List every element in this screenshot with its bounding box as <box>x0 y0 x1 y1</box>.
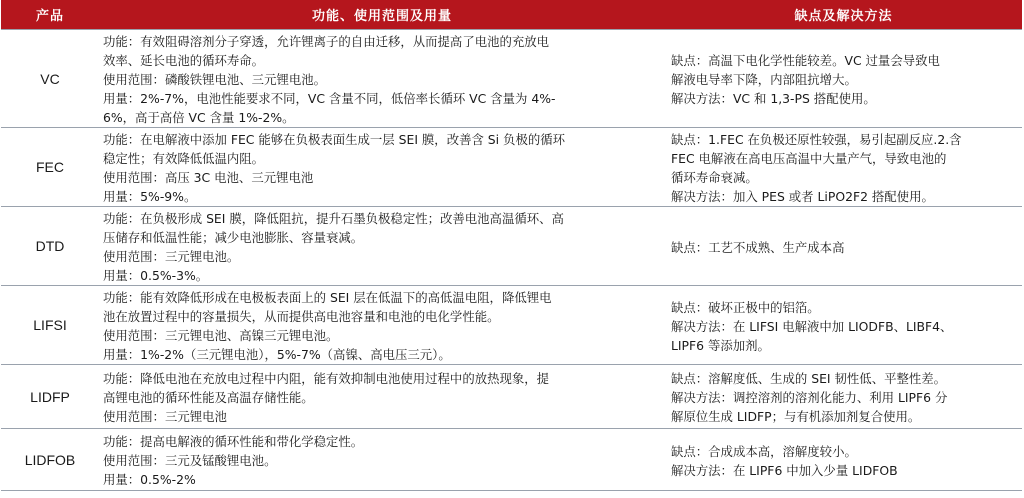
function-line: 用量：5%-9%。 <box>103 189 197 204</box>
issues-cell <box>665 207 1022 286</box>
function-cell <box>99 365 665 429</box>
function-cell <box>99 207 665 286</box>
function-line: 使用范围：磷酸铁锂电池、三元锂电池。 <box>103 72 327 87</box>
function-line: 使用范围：三元锂电池 <box>103 409 227 424</box>
issues-line: 缺点：1.FEC 在负极还原性较强，易引起副反应.2.含 <box>671 132 962 147</box>
function-line: 使用范围：高压 3C 电池、三元锂电池 <box>103 170 314 185</box>
issues-line: LIPF6 等添加剂。 <box>671 337 770 353</box>
header-issues: 缺点及解决方法 <box>665 0 1022 30</box>
function-line: 功能：能有效降低形成在电极板表面上的 SEI 层在低温下的高低温电阻，降低锂电 <box>103 290 552 305</box>
product-name: LIDFP <box>1 365 99 429</box>
header-product: 产品 <box>1 0 99 30</box>
function-line: 池在放置过程中的容量损失，从而提供高电池容量和电池的电化学性能。 <box>103 309 500 324</box>
issues-line: 循环寿命衰减。 <box>671 170 758 185</box>
issues-line: 缺点：高温下电化学性能较差。VC 过量会导致电 <box>671 53 940 68</box>
table-row <box>1 30 1022 128</box>
issues-line: 缺点：工艺不成熟、生产成本高 <box>671 239 845 255</box>
issues-line: 缺点：合成成本高，溶解度较小。 <box>671 443 857 459</box>
issues-cell <box>665 429 1022 491</box>
issues-cell <box>665 286 1022 365</box>
issues-line: 解决方法：在 LIPF6 中加入少量 LIDFOB <box>671 462 898 478</box>
function-line: 功能：在电解液中添加 FEC 能够在负极表面生成一层 SEI 膜，改善含 Si 负极的循环 <box>103 132 566 147</box>
additives-table <box>1 0 1022 491</box>
issues-line: 缺点：溶解度低、生成的 SEI 韧性低、平整性差。 <box>671 371 947 386</box>
function-cell <box>99 286 665 365</box>
issues-line: FEC 电解液在高电压高温中大量产气，导致电池的 <box>671 151 947 166</box>
issues-line: 解决方法：在 LIFSI 电解液中加 LIODFB、LIBF4、 <box>671 318 953 334</box>
function-line: 用量：0.5%-3%。 <box>103 268 209 283</box>
function-cell <box>99 30 665 128</box>
function-line: 功能：有效阻碍溶剂分子穿透，允许锂离子的自由迁移，从而提高了电池的充放电 <box>103 34 550 49</box>
issues-cell <box>665 365 1022 429</box>
issues-line: 解决方法：调控溶剂的溶剂化能力、利用 LIPF6 分 <box>671 390 948 405</box>
table-row <box>1 365 1022 429</box>
issues-line: 解原位生成 LIDFP；与有机添加剂复合使用。 <box>671 409 921 424</box>
function-line: 稳定性；有效降低低温内阻。 <box>103 151 265 166</box>
product-name: VC <box>1 30 99 128</box>
product-name: FEC <box>1 128 99 207</box>
function-line: 功能：在负极形成 SEI 膜，降低阻抗，提升石墨负极稳定性；改善电池高温循环、高 <box>103 211 564 226</box>
function-line: 效率、延长电池的循环寿命。 <box>103 53 265 68</box>
function-line: 使用范围：三元锂电池、高镍三元锂电池。 <box>103 328 339 343</box>
issues-line: 解液电导率下降，内部阻抗增大。 <box>671 72 857 87</box>
function-line: 高锂电池的循环性能及高温存储性能。 <box>103 390 314 405</box>
issues-line: 解决方法：加入 PES 或者 LiPO2F2 搭配使用。 <box>671 189 934 204</box>
product-name: LIFSI <box>1 286 99 365</box>
function-line: 压储存和低温性能；减少电池膨胀、容量衰减。 <box>103 230 364 245</box>
table-row <box>1 286 1022 365</box>
issues-cell <box>665 30 1022 128</box>
table-row <box>1 128 1022 207</box>
function-line: 用量：2%-7%，电池性能要求不同，VC 含量不同，低倍率长循环 VC 含量为 4%- <box>103 91 556 106</box>
function-line: 用量：1%-2%（三元锂电池），5%-7%（高镍、高电压三元）。 <box>103 347 451 362</box>
function-line: 6%，高于高倍 VC 含量 1%-2%。 <box>103 110 295 125</box>
function-cell <box>99 429 665 491</box>
product-name: DTD <box>1 207 99 286</box>
function-line: 使用范围：三元锂电池。 <box>103 249 240 264</box>
function-line: 功能：降低电池在充放电过程中内阻，能有效抑制电池使用过程中的放热现象，提 <box>103 371 550 386</box>
issues-cell <box>665 128 1022 207</box>
header-function: 功能、使用范围及用量 <box>99 0 665 30</box>
product-name: LIDFOB <box>1 429 99 491</box>
function-cell <box>99 128 665 207</box>
table-header-row <box>1 0 1022 30</box>
table-row <box>1 429 1022 491</box>
issues-line: 缺点：破坏正极中的铝箔。 <box>671 299 820 315</box>
function-line: 用量：0.5%-2% <box>103 472 196 487</box>
issues-line: 解决方法：VC 和 1,3-PS 搭配使用。 <box>671 91 876 106</box>
table-row <box>1 207 1022 286</box>
function-line: 使用范围：三元及锰酸锂电池。 <box>103 453 277 468</box>
function-line: 功能：提高电解液的循环性能和带化学稳定性。 <box>103 434 364 449</box>
